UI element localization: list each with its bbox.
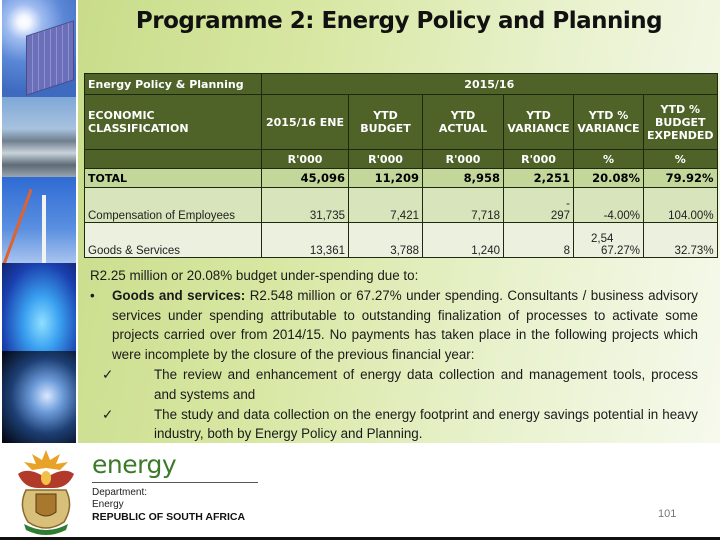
unit-cell: R'000 [423,150,504,169]
unit-cell: % [574,150,644,169]
checkmark-icon: ✓ [102,366,114,382]
coat-of-arms-icon [8,444,84,536]
cell-pct-variance [574,223,644,258]
unit-cell: R'000 [262,150,349,169]
table-units-row [85,150,718,169]
unit-cell: % [644,150,718,169]
col-ytd-actual: YTD ACTUAL [423,95,504,150]
blue-flame-image [2,263,76,351]
commentary [90,266,698,444]
bullet-text [112,286,698,365]
header-programme: Energy Policy & Planning [85,74,262,95]
commentary-intro: R2.25 million or 20.08% budget under-spending due to: [90,268,419,283]
table-header-row [85,74,718,95]
brand-department-name: Energy [92,499,124,510]
brand-country: REPUBLIC OF SOUTH AFRICA [92,511,246,523]
wind-turbine-image [2,177,76,263]
cell-ytd-actual: 8,958 [423,169,504,188]
cell-ytd-variance [504,188,574,223]
cell-ytd-variance: 8 [504,223,574,258]
cell-ene: 45,096 [262,169,349,188]
check-text: The review and enhancement of energy data collection and management tools, process and systems and [154,366,698,402]
unit-cell: R'000 [504,150,574,169]
table-column-header-row [85,95,718,150]
cell-ene: 13,361 [262,223,349,258]
table-row-total [85,169,718,188]
checkmark-icon: ✓ [102,406,114,422]
bullet-body: R2.548 million or 67.27% under spending. Consultants / business advisory services under spending attributable to outstanding finalization of processes to activate some projects carried over from 2014/15. No payments has taken place in the following projects which were incomplete by the closure of the previous financial year: [112,287,698,363]
variance-value: 67.27% [600,245,640,257]
unit-cell [85,150,262,169]
row-label: Goods & Services [85,223,262,258]
col-ene: 2015/16 ENE [262,95,349,150]
cell-ytd-actual: 1,240 [423,223,504,258]
check-item [96,365,698,405]
brand-divider [92,482,258,483]
cell-pct-variance: -4.00% [574,188,644,223]
cell-ytd-budget: 3,788 [349,223,423,258]
cell-ytd-budget: 11,209 [349,169,423,188]
variance-overflow: 2,54 [591,233,614,245]
page-number: 101 [658,508,677,520]
bullet-heading: Goods and services: [112,287,246,303]
fuel-rod-image [2,351,76,443]
solar-panel-image [2,0,76,97]
variance-value: 297 [550,210,570,222]
bullet-goods-services [90,286,698,365]
budget-table [84,73,718,258]
unit-cell: R'000 [349,150,423,169]
cell-ytd-variance: 2,251 [504,169,574,188]
table-row [85,223,718,258]
brand-department-label: Department: [92,487,148,498]
page-title: Programme 2: Energy Policy and Planning [135,8,663,34]
bullet-icon: • [90,287,95,303]
cell-pct-expended: 104.00% [644,188,718,223]
col-pct-expended: YTD % BUDGET EXPENDED [644,95,718,150]
col-ytd-variance: YTD VARIANCE [504,95,574,150]
row-label: Compensation of Employees [85,188,262,223]
cell-ytd-budget: 7,421 [349,188,423,223]
table-row [85,188,718,223]
col-pct-variance: YTD % VARIANCE [574,95,644,150]
cell-pct-variance: 20.08% [574,169,644,188]
cell-ene: 31,735 [262,188,349,223]
check-item [96,405,698,445]
brand-wordmark: energy [92,450,177,479]
photo-strip [0,0,78,443]
pipeline-image [2,97,76,177]
col-classification: ECONOMIC CLASSIFICATION [85,95,262,150]
cell-pct-expended: 79.92% [644,169,718,188]
header-year: 2015/16 [262,74,718,95]
department-brand [92,452,258,524]
cell-ytd-actual: 7,718 [423,188,504,223]
col-ytd-budget: YTD BUDGET [349,95,423,150]
check-text: The study and data collection on the energy footprint and energy savings potential in heavy industry, both by Energy Policy and Planning. [154,406,698,442]
variance-sign: - [566,198,570,210]
row-label: TOTAL [85,169,262,188]
cell-pct-expended: 32.73% [644,223,718,258]
